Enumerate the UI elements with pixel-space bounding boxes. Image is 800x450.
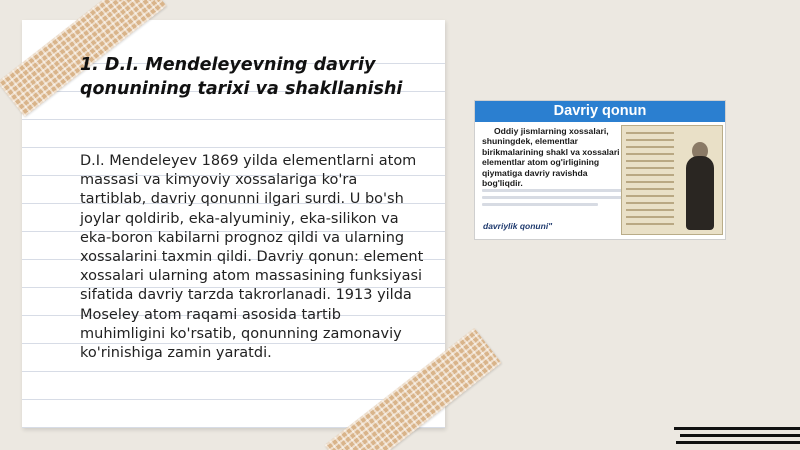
image-law-text: Oddiy jismlarning xossalari, shuningdek, elementlar birikmalarining shakl va xossalari elementlar atom og'irligining qiymatiga davriy ravishda bog'liqdir. [482, 126, 620, 189]
mendeleev-portrait-image [621, 125, 723, 235]
portrait-figure [686, 156, 714, 230]
decorative-lines [674, 424, 800, 450]
image-header: Davriy qonun [475, 101, 725, 122]
periodic-table-sheet-image [626, 132, 674, 230]
image-caption: davriylik qonuni" [483, 221, 553, 231]
periodic-law-image [474, 100, 726, 240]
image-faded-text [482, 189, 627, 210]
slide-title: 1. D.I. Mendeleyevning davriy qonunining tarixi va shakllanishi [80, 55, 403, 99]
slide-body-text: D.I. Mendeleyev 1869 yilda elementlarni atom massasi va kimyoviy xossalariga ko'ra tartiblab, davriy qonunni ilgari surdi. U bo'sh joylar qoldirib, eka-alyuminiy, eka-silikon va eka-boron kabilarni prognoz qildi va ularning xossalarini taxmin qildi. Davriy qonun: element xossalari ularning atom massasining funksiyasi sifatida davriy tarzda takrorlanadi. 1913 yilda Moseley atom raqami asosida tartib muhimligini ko'rsatib, qonunning zamonaviy ko'rinishiga zamin yaratdi. [80, 153, 424, 362]
